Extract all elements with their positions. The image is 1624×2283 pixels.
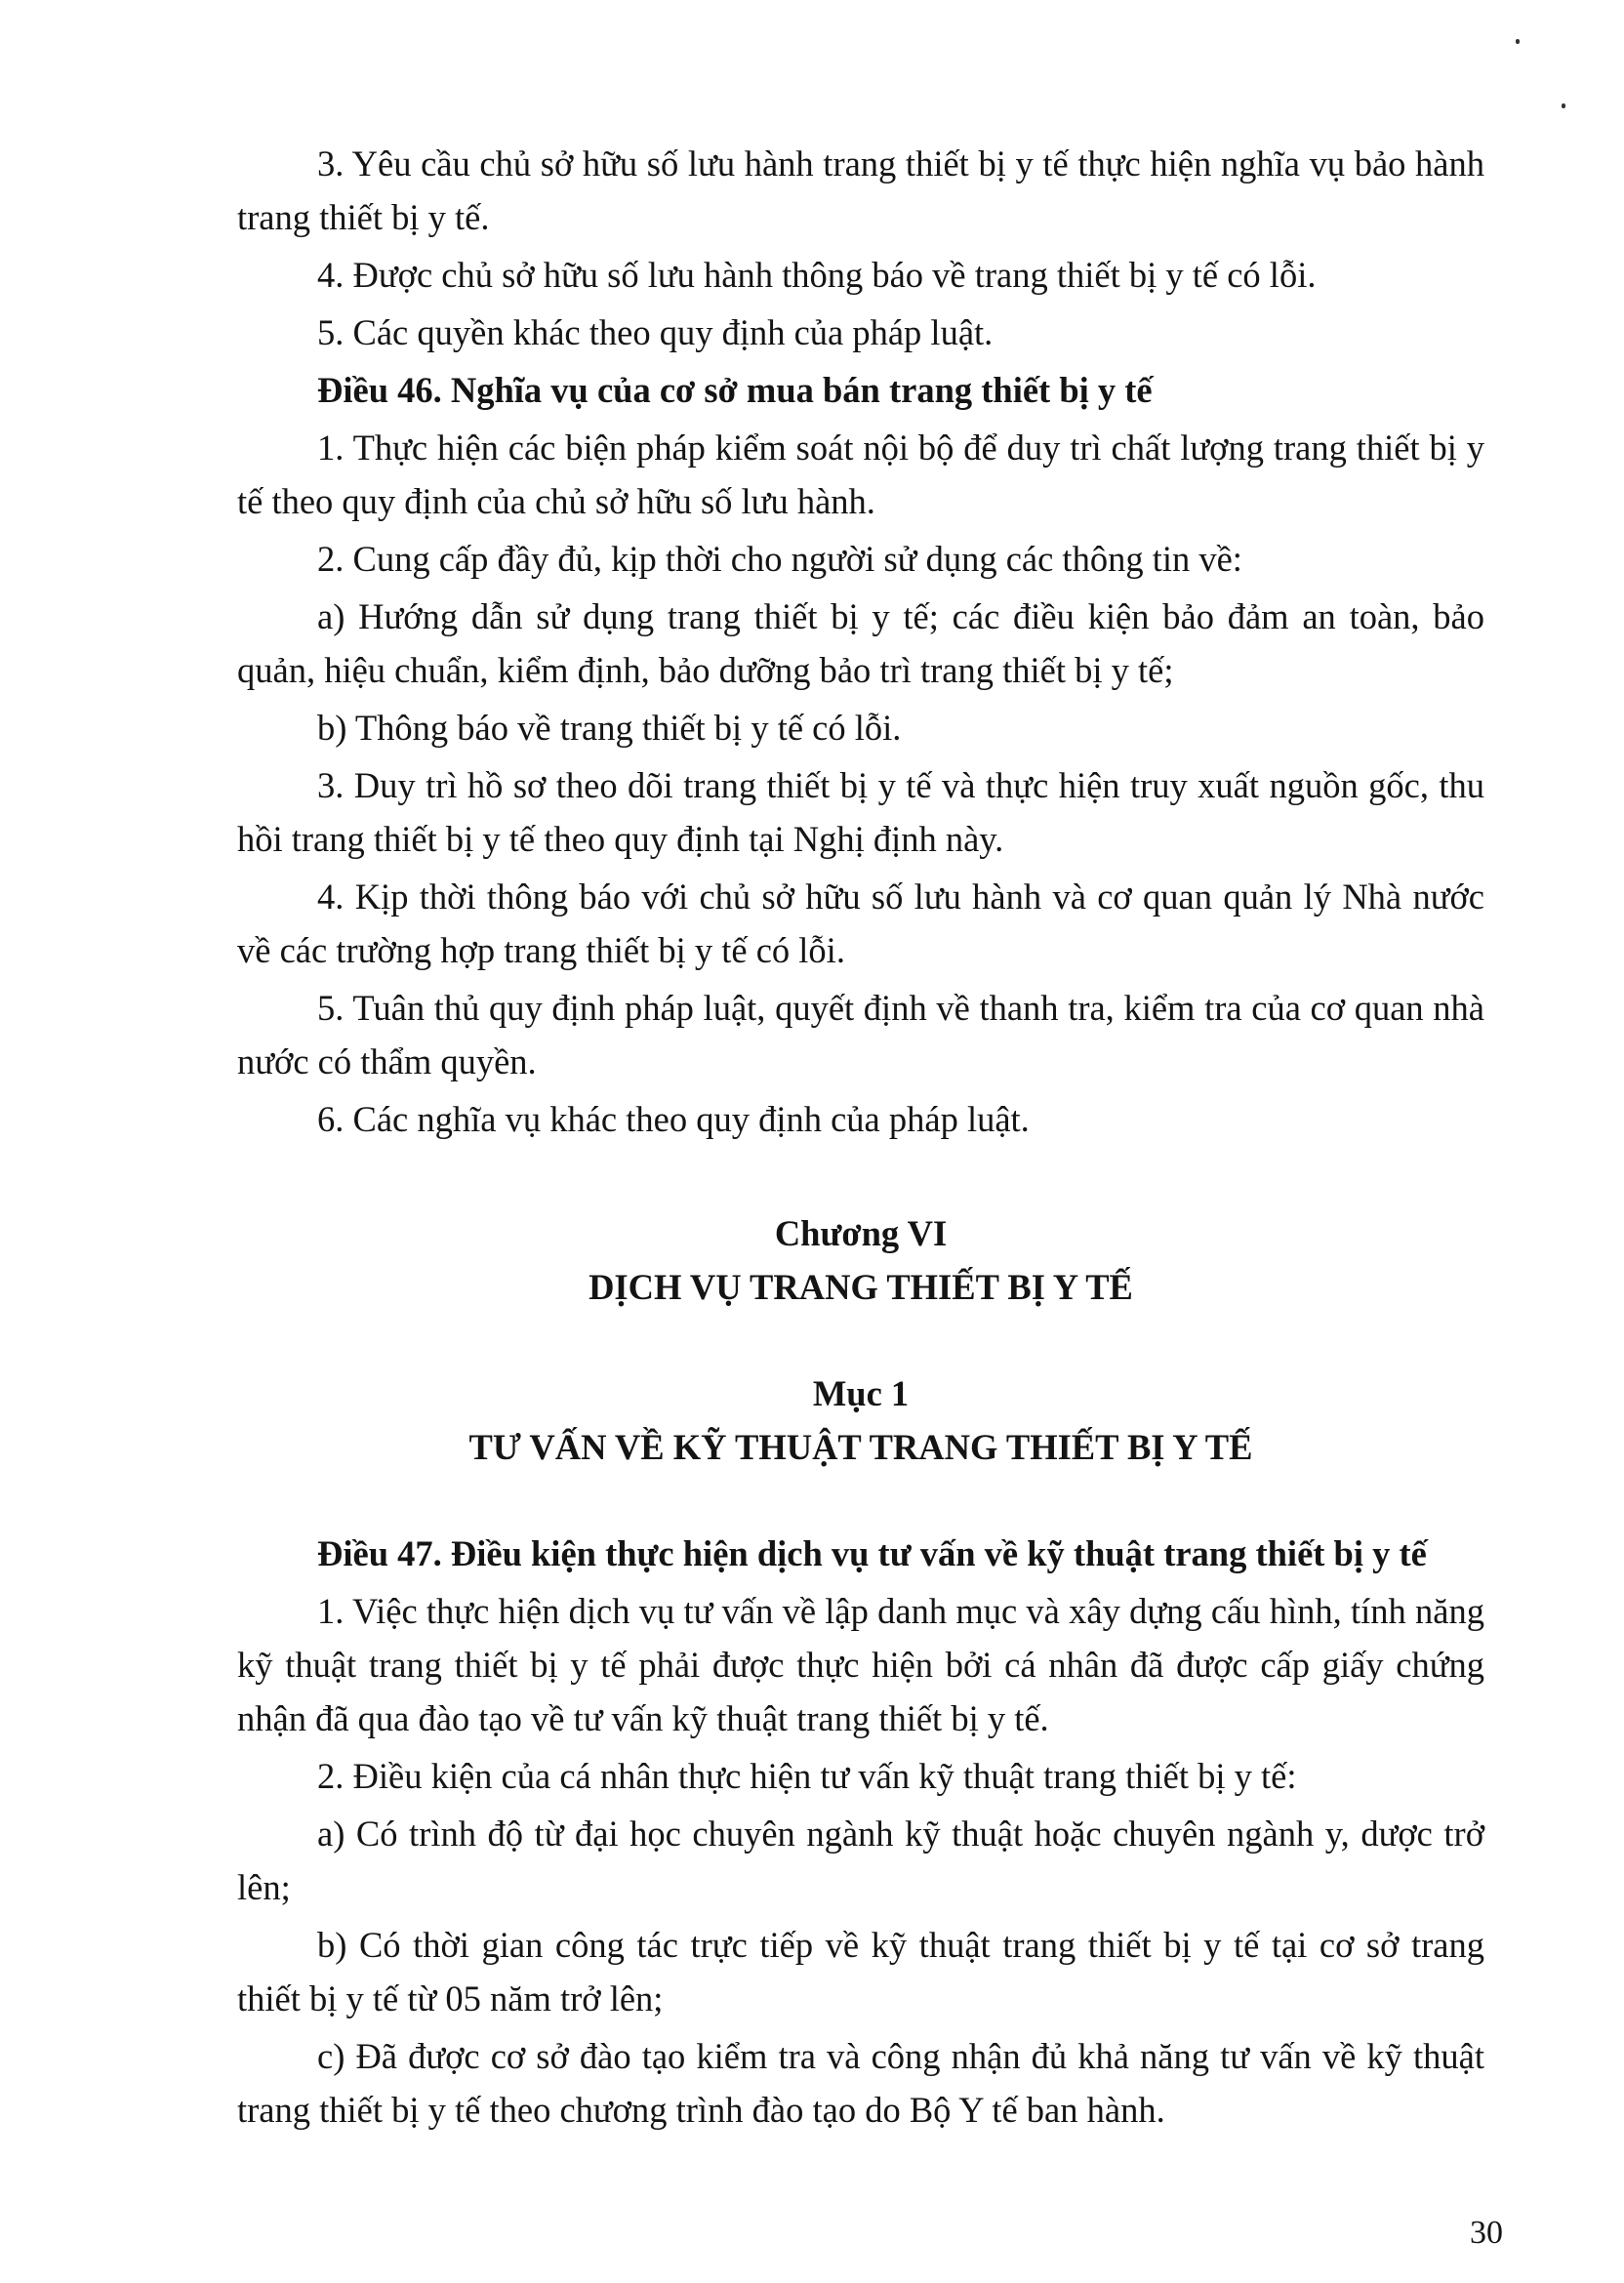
- section-label: Mục 1: [812, 1373, 910, 1413]
- chapter-label: Chương VI: [774, 1213, 948, 1253]
- article-heading: Điều 46. Nghĩa vụ của cơ sở mua bán trang thiết bị y tế: [317, 370, 1153, 410]
- paragraph: 3. Yêu cầu chủ sở hữu số lưu hành trang thiết bị y tế thực hiện nghĩa vụ bảo hành trang thiết bị y tế.: [237, 143, 1484, 237]
- paragraph: 5. Tuân thủ quy định pháp luật, quyết định về thanh tra, kiểm tra của cơ quan nhà nước có thẩm quyền.: [237, 988, 1484, 1081]
- paragraph: a) Có trình độ từ đại học chuyên ngành kỹ thuật hoặc chuyên ngành y, dược trở lên;: [237, 1814, 1484, 1907]
- paragraph: 3. Duy trì hồ sơ theo dõi trang thiết bị y tế và thực hiện truy xuất nguồn gốc, thu hồi trang thiết bị y tế theo quy định tại Nghị định này.: [237, 765, 1484, 859]
- top-paragraphs: [237, 137, 1484, 1146]
- paragraph: 5. Các quyền khác theo quy định của pháp luật.: [317, 312, 994, 352]
- bottom-paragraphs: [237, 1527, 1484, 2137]
- paragraph: 2. Điều kiện của cá nhân thực hiện tư vấn kỹ thuật trang thiết bị y tế:: [317, 1756, 1297, 1796]
- document-body: [237, 137, 1484, 2140]
- paragraph: 6. Các nghĩa vụ khác theo quy định của pháp luật.: [317, 1099, 1030, 1139]
- paragraph: 1. Thực hiện các biện pháp kiểm soát nội bộ để duy trì chất lượng trang thiết bị y tế theo quy định của chủ sở hữu số lưu hành.: [237, 428, 1484, 521]
- paragraph: b) Thông báo về trang thiết bị y tế có lỗi.: [317, 708, 902, 748]
- paragraph: 2. Cung cấp đầy đủ, kịp thời cho người sử dụng các thông tin về:: [317, 539, 1242, 579]
- section-title: TƯ VẤN VỀ KỸ THUẬT TRANG THIẾT BỊ Y TẾ: [468, 1427, 1253, 1467]
- chapter-title: DỊCH VỤ TRANG THIẾT BỊ Y TẾ: [589, 1267, 1133, 1307]
- page-number: 30: [1470, 2215, 1503, 2251]
- scan-speck: [1562, 103, 1565, 108]
- paragraph: 4. Kịp thời thông báo với chủ sở hữu số lưu hành và cơ quan quản lý Nhà nước về các trường hợp trang thiết bị y tế có lỗi.: [237, 877, 1484, 970]
- paragraph: 1. Việc thực hiện dịch vụ tư vấn về lập danh mục và xây dựng cấu hình, tính năng kỹ thuật trang thiết bị y tế phải được thực hiện bởi cá nhân đã được cấp giấy chứng nhận đã qua đào tạo về tư vấn kỹ thuật trang thiết bị y tế.: [237, 1591, 1484, 1738]
- paragraph: a) Hướng dẫn sử dụng trang thiết bị y tế; các điều kiện bảo đảm an toàn, bảo quản, hiệu chuẩn, kiểm định, bảo dưỡng bảo trì trang thiết bị y tế;: [237, 596, 1484, 690]
- paragraph: c) Đã được cơ sở đào tạo kiểm tra và công nhận đủ khả năng tư vấn về kỹ thuật trang thiết bị y tế theo chương trình đào tạo do Bộ Y tế ban hành.: [237, 2036, 1484, 2130]
- paragraph: 4. Được chủ sở hữu số lưu hành thông báo về trang thiết bị y tế có lỗi.: [317, 255, 1317, 295]
- paragraph: b) Có thời gian công tác trực tiếp về kỹ thuật trang thiết bị y tế tại cơ sở trang thiết bị y tế từ 05 năm trở lên;: [237, 1925, 1484, 2018]
- scan-speck: [1516, 39, 1520, 44]
- article-heading: Điều 47. Điều kiện thực hiện dịch vụ tư vấn về kỹ thuật trang thiết bị y tế: [317, 1533, 1427, 1573]
